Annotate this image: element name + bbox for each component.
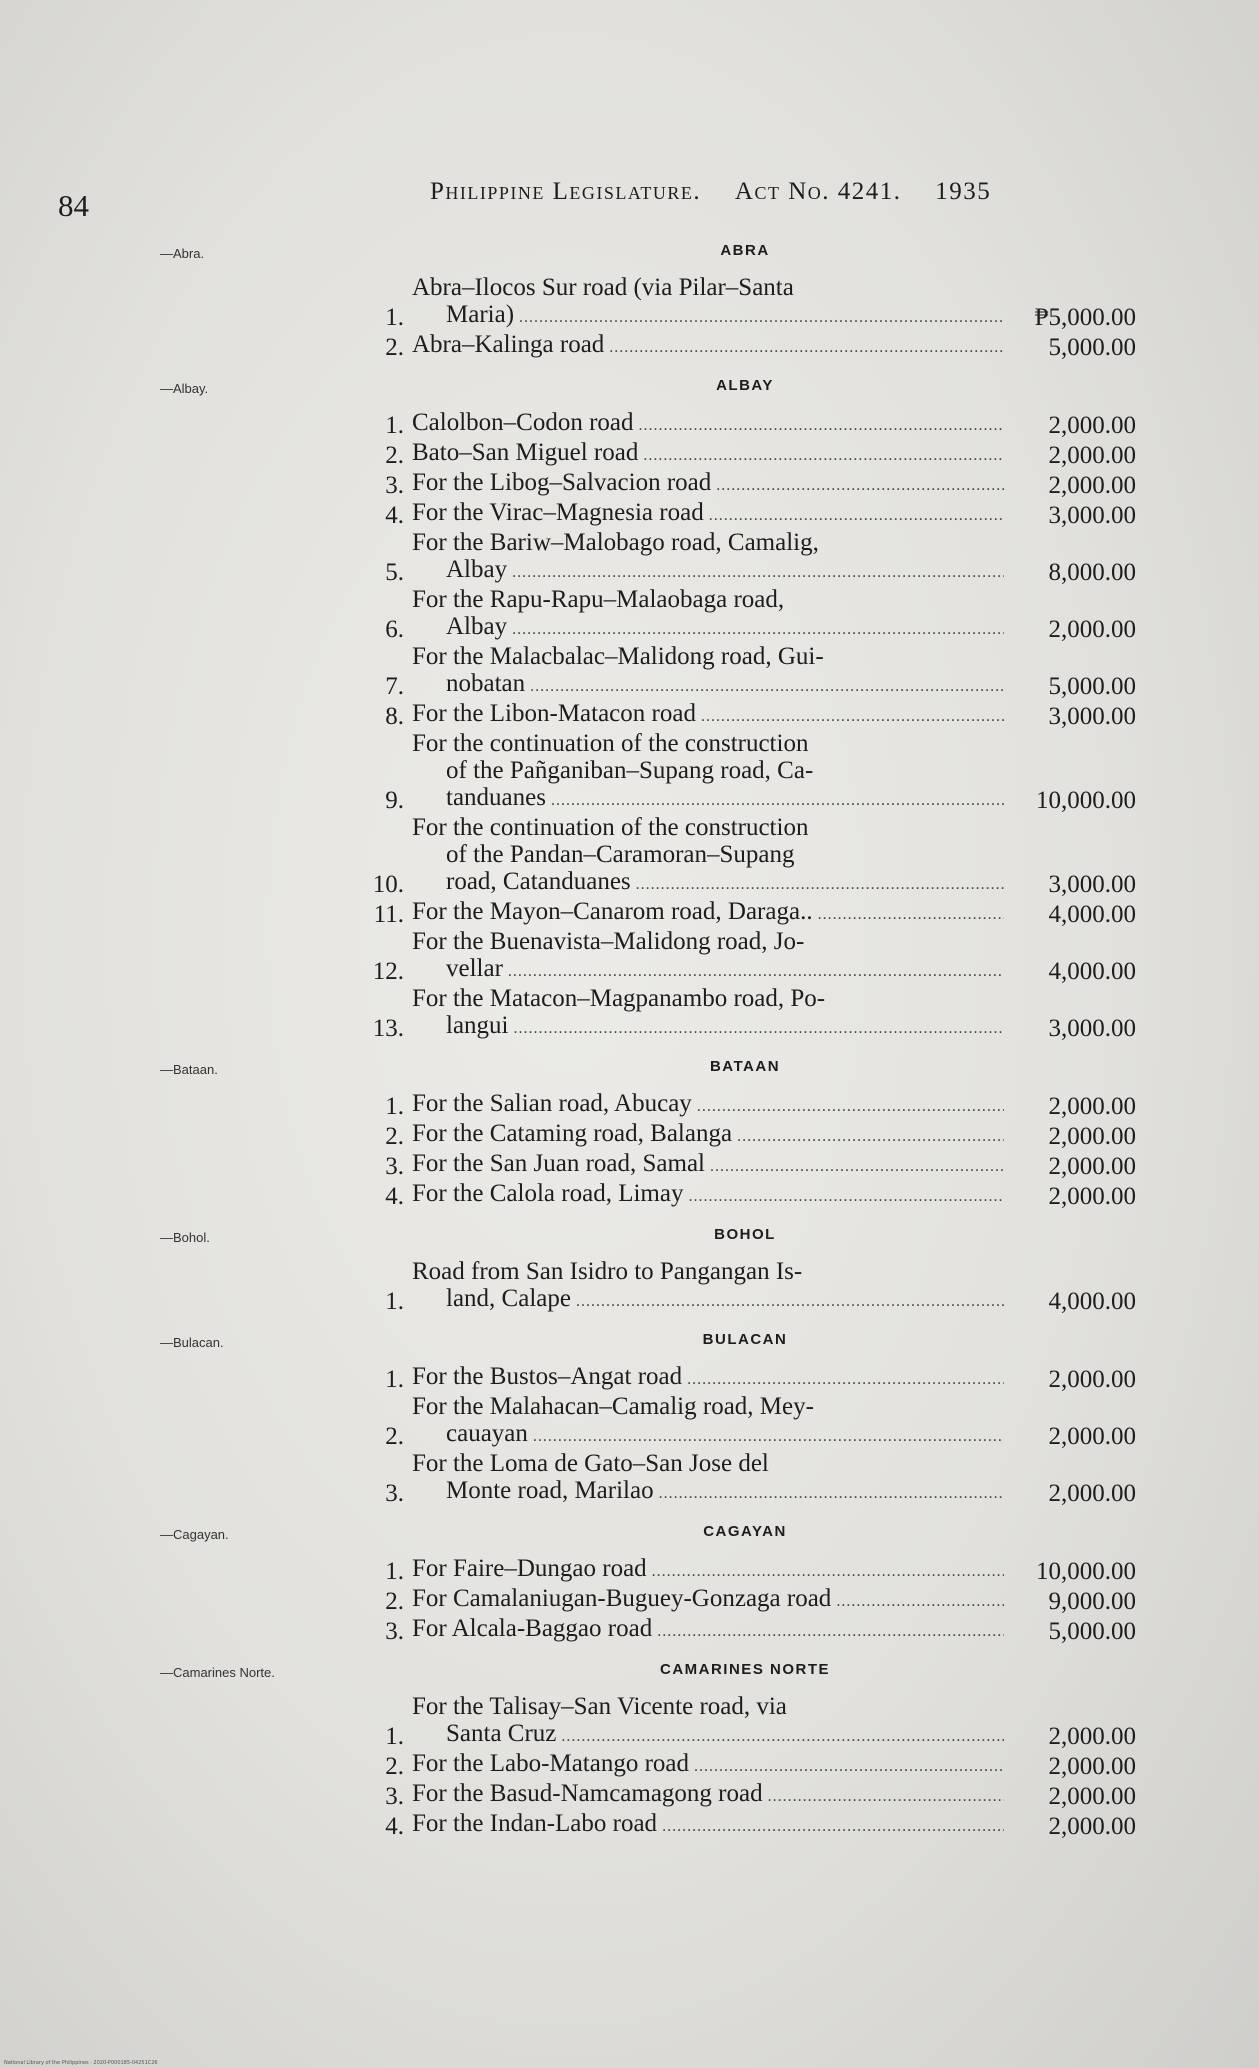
- appropriation-entry: [356, 1810, 1136, 1840]
- entry-description: [412, 331, 1004, 361]
- entry-line: Maria) .....: [412, 301, 1004, 331]
- entry-amount: 2,000.00: [1048, 1153, 1136, 1180]
- entry-line: of the Pañganiban–Supang road, Ca-: [446, 757, 814, 784]
- appropriation-entry: [356, 409, 1136, 439]
- appropriation-entry: [356, 1363, 1136, 1393]
- province-section: [0, 1655, 1259, 1850]
- appropriation-entry: [356, 1780, 1136, 1810]
- entry-amount: 2,000.00: [1048, 1783, 1136, 1810]
- margin-note: —Bataan.: [160, 1062, 218, 1077]
- entry-line: For Camalaniugan-Buguey-Gonzaga road .....: [412, 1585, 1004, 1615]
- entry-line: nobatan .....: [412, 670, 1004, 700]
- entry-description: [412, 928, 1004, 985]
- entry-line: Abra–Ilocos Sur road (via Pilar–Santa: [412, 274, 794, 301]
- entry-number: 3.: [385, 472, 404, 499]
- appropriation-entry: [356, 1180, 1136, 1210]
- entry-line: For the Malahacan–Camalig road, Mey-: [412, 1393, 814, 1420]
- entry-amount: 2,000.00: [1048, 616, 1136, 643]
- entry-number: 2.: [385, 442, 404, 469]
- entry-number: 1.: [385, 1093, 404, 1120]
- entry-description: [412, 643, 1004, 700]
- appropriation-entry: [356, 469, 1136, 499]
- entry-description: [412, 409, 1004, 439]
- appropriation-entry: [356, 928, 1136, 985]
- entry-number: 2.: [385, 1753, 404, 1780]
- entry-number: 12.: [372, 958, 404, 985]
- entry-amount: 3,000.00: [1048, 502, 1136, 529]
- entry-line: For the Libon-Matacon road .....: [412, 700, 1004, 730]
- entry-number: 4.: [385, 1183, 404, 1210]
- province-section: [0, 1325, 1259, 1517]
- entry-description: [412, 1258, 1004, 1315]
- appropriation-entry: [356, 331, 1136, 361]
- entry-number: 3.: [385, 1783, 404, 1810]
- entry-line: For the Salian road, Abucay .....: [412, 1090, 1004, 1120]
- entry-line: For the Matacon–Magpanambo road, Po-: [412, 985, 826, 1012]
- entry-description: [412, 439, 1004, 469]
- appropriation-entry: [356, 1120, 1136, 1150]
- entry-description: [412, 1450, 1004, 1507]
- appropriation-entry: [356, 730, 1136, 814]
- appropriation-entry: [356, 985, 1136, 1042]
- entry-number: 13.: [372, 1015, 404, 1042]
- province-section: [0, 1052, 1259, 1220]
- entry-number: 4.: [385, 1813, 404, 1840]
- entry-number: 1.: [385, 1366, 404, 1393]
- entry-line: of the Pandan–Caramoran–Supang: [446, 841, 795, 868]
- appropriation-entry: [356, 1750, 1136, 1780]
- entry-amount: 5,000.00: [1048, 334, 1136, 361]
- entry-number: 2.: [385, 334, 404, 361]
- entry-amount: 2,000.00: [1048, 1480, 1136, 1507]
- margin-note: —Bulacan.: [160, 1335, 224, 1350]
- section-heading: CAMARINES NORTE: [659, 1661, 830, 1678]
- entry-line: road, Catanduanes .....: [412, 868, 1004, 898]
- entry-description: [412, 898, 1004, 928]
- entry-description: [412, 1393, 1004, 1450]
- appropriation-entry: [356, 898, 1136, 928]
- entry-amount: 10,000.00: [1036, 1558, 1136, 1585]
- entry-line: land, Calape .....: [412, 1285, 1004, 1315]
- entry-number: 2.: [385, 1123, 404, 1150]
- entry-number: 4.: [385, 502, 404, 529]
- entry-number: 2.: [385, 1588, 404, 1615]
- entry-description: [412, 529, 1004, 586]
- province-section: [0, 1517, 1259, 1655]
- margin-note: —Abra.: [160, 246, 205, 261]
- entry-number: 1.: [385, 1558, 404, 1585]
- entry-description: [412, 1693, 1004, 1750]
- entry-amount: 2,000.00: [1048, 1123, 1136, 1150]
- appropriation-entry: [356, 700, 1136, 730]
- entry-number: 3.: [385, 1618, 404, 1645]
- section-heading: CAGAYAN: [703, 1523, 787, 1540]
- entry-line: For the Calola road, Limay .....: [412, 1180, 1004, 1210]
- entry-amount: 3,000.00: [1048, 1015, 1136, 1042]
- entry-number: 5.: [385, 559, 404, 586]
- margin-note: —Albay.: [160, 381, 209, 396]
- appropriation-list: [0, 236, 1259, 1850]
- entry-number: 7.: [385, 673, 404, 700]
- entry-description: [412, 985, 1004, 1042]
- entry-line: Albay .....: [412, 556, 1004, 586]
- appropriation-entry: [356, 1693, 1136, 1750]
- entry-line: For the San Juan road, Samal .....: [412, 1150, 1004, 1180]
- entry-line: For the Libog–Salvacion road .....: [412, 469, 1004, 499]
- entry-line: Bato–San Miguel road .....: [412, 439, 1004, 469]
- entry-line: For the Talisay–San Vicente road, via: [412, 1693, 787, 1720]
- entry-line: For Faire–Dungao road .....: [412, 1555, 1004, 1585]
- entry-amount: 4,000.00: [1048, 958, 1136, 985]
- appropriation-entry: [356, 1258, 1136, 1315]
- entry-description: [412, 1750, 1004, 1780]
- entry-number: 3.: [385, 1153, 404, 1180]
- province-section: [0, 1220, 1259, 1325]
- section-heading: BATAAN: [709, 1058, 781, 1075]
- entry-line: Santa Cruz .....: [412, 1720, 1004, 1750]
- appropriation-entry: [356, 1450, 1136, 1507]
- entry-amount: ₱5,000.00: [1034, 304, 1136, 331]
- entry-number: 1.: [385, 1288, 404, 1315]
- entry-amount: 4,000.00: [1048, 1288, 1136, 1315]
- running-head-act: Act No. 4241.: [734, 178, 902, 205]
- entry-amount: 8,000.00: [1048, 559, 1136, 586]
- entry-description: [412, 499, 1004, 529]
- province-section: [0, 236, 1259, 371]
- appropriation-entry: [356, 643, 1136, 700]
- appropriation-entry: [356, 1555, 1136, 1585]
- entry-amount: 2,000.00: [1048, 412, 1136, 439]
- entry-number: 1.: [385, 1723, 404, 1750]
- entry-line: For the Buenavista–Malidong road, Jo-: [412, 928, 805, 955]
- entry-amount: 2,000.00: [1048, 1813, 1136, 1840]
- entry-line: Road from San Isidro to Pangangan Is-: [412, 1258, 803, 1285]
- entry-description: [412, 730, 1004, 814]
- entry-description: [412, 1780, 1004, 1810]
- section-heading: ABRA: [720, 242, 770, 259]
- entry-amount: 2,000.00: [1048, 1723, 1136, 1750]
- appropriation-entry: [356, 439, 1136, 469]
- entry-number: 8.: [385, 703, 404, 730]
- appropriation-entry: [356, 1090, 1136, 1120]
- appropriation-entry: [356, 1393, 1136, 1450]
- entry-amount: 2,000.00: [1048, 472, 1136, 499]
- entry-amount: 2,000.00: [1048, 1423, 1136, 1450]
- section-heading: BULACAN: [702, 1331, 788, 1348]
- entry-line: For the Bariw–Malobago road, Camalig,: [412, 529, 819, 556]
- entry-number: 2.: [385, 1423, 404, 1450]
- entry-line: tanduanes .....: [412, 784, 1004, 814]
- entry-amount: 4,000.00: [1048, 901, 1136, 928]
- entry-line: For the Malacbalac–Malidong road, Gui-: [412, 643, 824, 670]
- entry-amount: 2,000.00: [1048, 1753, 1136, 1780]
- entry-line: Abra–Kalinga road .....: [412, 331, 1004, 361]
- entry-line: langui .....: [412, 1012, 1004, 1042]
- entry-description: [412, 469, 1004, 499]
- entry-line: For the Labo-Matango road .....: [412, 1750, 1004, 1780]
- entry-line: Monte road, Marilao .....: [412, 1477, 1004, 1507]
- entry-description: [412, 1090, 1004, 1120]
- entry-line: For the Rapu-Rapu–Malaobaga road,: [412, 586, 785, 613]
- running-head-year: 1935: [935, 178, 992, 205]
- entry-line: For the continuation of the construction: [412, 730, 809, 757]
- appropriation-entry: [356, 1615, 1136, 1645]
- appropriation-entry: [356, 499, 1136, 529]
- entry-description: [412, 274, 1004, 331]
- entry-line: For the Basud-Namcamagong road .....: [412, 1780, 1004, 1810]
- entry-line: For the Mayon–Canarom road, Daraga.. .....: [412, 898, 1004, 928]
- entry-line: Albay .....: [412, 613, 1004, 643]
- entry-line: Calolbon–Codon road .....: [412, 409, 1004, 439]
- entry-amount: 10,000.00: [1036, 787, 1136, 814]
- margin-note: —Camarines Norte.: [160, 1665, 275, 1680]
- entry-description: [412, 1120, 1004, 1150]
- entry-description: [412, 1810, 1004, 1840]
- province-section: [0, 371, 1259, 1052]
- margin-note: —Cagayan.: [160, 1527, 229, 1542]
- entry-description: [412, 1180, 1004, 1210]
- page-number: 84: [58, 188, 89, 223]
- appropriation-entry: [356, 274, 1136, 331]
- entry-amount: 3,000.00: [1048, 703, 1136, 730]
- entry-description: [412, 700, 1004, 730]
- section-heading: ALBAY: [716, 377, 774, 394]
- entry-amount: 2,000.00: [1048, 1183, 1136, 1210]
- entry-number: 6.: [385, 616, 404, 643]
- scan-credit: National Library of the Philippines · 2020-P000185-04251C26: [4, 2060, 158, 2066]
- entry-line: For the Virac–Magnesia road .....: [412, 499, 1004, 529]
- entry-number: 3.: [385, 1480, 404, 1507]
- entry-number: 11.: [373, 901, 404, 928]
- section-heading: BOHOL: [714, 1226, 776, 1243]
- entry-amount: 9,000.00: [1048, 1588, 1136, 1615]
- entry-description: [412, 1615, 1004, 1645]
- entry-description: [412, 1555, 1004, 1585]
- entry-description: [412, 814, 1004, 898]
- entry-description: [412, 1150, 1004, 1180]
- entry-description: [412, 1585, 1004, 1615]
- entry-line: For the continuation of the construction: [412, 814, 809, 841]
- entry-number: 1.: [385, 304, 404, 331]
- running-head-title: Philippine Legislature.: [430, 178, 702, 205]
- entry-amount: 5,000.00: [1048, 673, 1136, 700]
- entry-amount: 2,000.00: [1048, 1366, 1136, 1393]
- appropriation-entry: [356, 1150, 1136, 1180]
- appropriation-entry: [356, 1585, 1136, 1615]
- entry-line: For the Bustos–Angat road .....: [412, 1363, 1004, 1393]
- entry-description: [412, 586, 1004, 643]
- entry-line: cauayan .....: [412, 1420, 1004, 1450]
- entry-description: [412, 1363, 1004, 1393]
- entry-line: For Alcala-Baggao road .....: [412, 1615, 1004, 1645]
- entry-line: vellar .....: [412, 955, 1004, 985]
- entry-amount: 5,000.00: [1048, 1618, 1136, 1645]
- appropriation-entry: [356, 529, 1136, 586]
- entry-number: 9.: [385, 787, 404, 814]
- entry-amount: 2,000.00: [1048, 1093, 1136, 1120]
- appropriation-entry: [356, 814, 1136, 898]
- entry-line: For the Loma de Gato–San Jose del: [412, 1450, 769, 1477]
- margin-note: —Bohol.: [160, 1230, 210, 1245]
- entry-line: For the Indan-Labo road .....: [412, 1810, 1004, 1840]
- running-head: [430, 178, 1017, 206]
- entry-number: 10.: [372, 871, 404, 898]
- appropriation-entry: [356, 586, 1136, 643]
- entry-line: For the Cataming road, Balanga .....: [412, 1120, 1004, 1150]
- entry-number: 1.: [385, 412, 404, 439]
- entry-amount: 2,000.00: [1048, 442, 1136, 469]
- entry-amount: 3,000.00: [1048, 871, 1136, 898]
